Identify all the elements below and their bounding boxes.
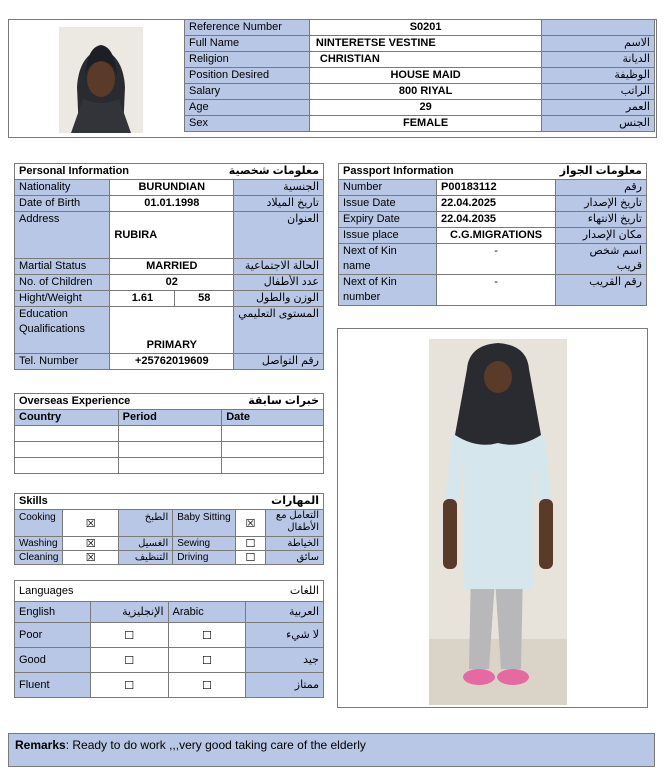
hw-ar: الوزن والطول — [234, 291, 324, 307]
kin-number-label — [339, 275, 437, 306]
address-ar: العنوان — [234, 212, 324, 259]
lang-poor-ar: لا شيء — [246, 623, 324, 648]
kin-name-label-1: Next of Kin — [343, 245, 397, 257]
kin-name-value: - — [437, 244, 556, 275]
skill-babysitting-label: Baby Sitting — [173, 510, 235, 537]
skill-babysitting-checkbox[interactable]: ☒ — [235, 510, 266, 537]
ref-value: S0201 — [309, 20, 541, 36]
personal-title-ar: معلومات شخصية — [175, 164, 324, 180]
age-ar: العمر — [542, 100, 655, 116]
overseas-title: Overseas Experience — [15, 394, 222, 410]
personal-title: Personal Information — [15, 164, 175, 180]
lang-fluent-english-checkbox[interactable]: ☐ — [90, 673, 168, 698]
fullname-ar: الاسم — [542, 36, 655, 52]
religion-ar: الديانة — [542, 52, 655, 68]
position-label: Position Desired — [185, 68, 310, 84]
address-value: RUBIRA — [110, 212, 234, 259]
lang-good-label: Good — [15, 648, 91, 673]
languages-title: Languages — [15, 581, 169, 602]
education-label-1: Education — [19, 308, 68, 320]
issue-date-label: Issue Date — [339, 196, 437, 212]
education-label-2: Qualifications — [19, 323, 86, 335]
skill-sewing-ar: الخياطة — [266, 537, 324, 551]
kin-name-ar — [556, 244, 647, 275]
lang-good-ar: جيد — [246, 648, 324, 673]
passport-number-ar: رقم — [556, 180, 647, 196]
salary-label: Salary — [185, 84, 310, 100]
remarks-label: Remarks — [15, 738, 66, 752]
remarks-box — [8, 733, 655, 767]
passport-title: Passport Information — [339, 164, 556, 180]
skill-babysitting-ar-1: التعامل مع — [275, 510, 319, 521]
lang-fluent-ar: ممتاز — [246, 673, 324, 698]
lang-fluent-arabic-checkbox[interactable]: ☐ — [168, 673, 246, 698]
skill-cleaning-checkbox[interactable]: ☒ — [63, 551, 118, 565]
lang-english-label: English — [15, 602, 91, 623]
children-label: No. of Children — [15, 275, 110, 291]
address-label: Address — [15, 212, 110, 259]
overseas-cell — [15, 426, 119, 442]
remarks-text: : Ready to do work ,,,very good taking care of the elderly — [65, 738, 366, 752]
skill-driving-ar: سائق — [266, 551, 324, 565]
nationality-label: Nationality — [15, 180, 110, 196]
overseas-cell — [15, 442, 119, 458]
hw-label: Hight/Weight — [15, 291, 110, 307]
weight-value: 58 — [175, 291, 234, 307]
ref-label: Reference Number — [185, 20, 310, 36]
expiry-date-value: 22.04.2035 — [437, 212, 556, 228]
skills-table — [14, 493, 324, 565]
kin-number-label-1: Next of Kin — [343, 276, 397, 288]
religion-label: Religion — [185, 52, 310, 68]
sex-label: Sex — [185, 116, 310, 132]
overseas-title-ar: خبرات سابقة — [222, 394, 324, 410]
issue-place-value: C.G.MIGRATIONS — [437, 228, 556, 244]
overseas-header-date: Date — [222, 410, 324, 426]
skill-driving-checkbox[interactable]: ☐ — [235, 551, 266, 565]
fullname-label: Full Name — [185, 36, 310, 52]
salary-ar: الراتب — [542, 84, 655, 100]
position-value: HOUSE MAID — [309, 68, 541, 84]
kin-number-value: - — [437, 275, 556, 306]
kin-number-ar: رقم القريب — [556, 275, 647, 306]
issue-date-ar: تاريخ الإصدار — [556, 196, 647, 212]
education-ar: المستوى التعليمي — [234, 307, 324, 354]
kin-name-label — [339, 244, 437, 275]
skill-babysitting-ar-2: الأطفال — [287, 522, 319, 533]
kin-name-ar-2: قريب — [616, 260, 642, 272]
overseas-cell — [222, 458, 324, 474]
position-ar: الوظيفة — [542, 68, 655, 84]
expiry-date-ar: تاريخ الانتهاء — [556, 212, 647, 228]
overseas-cell — [222, 426, 324, 442]
age-label: Age — [185, 100, 310, 116]
skill-cleaning-ar: التنظيف — [118, 551, 172, 565]
overseas-cell — [222, 442, 324, 458]
skills-title-ar: المهارات — [173, 494, 324, 510]
nationality-ar: الجنسية — [234, 180, 324, 196]
age-value: 29 — [309, 100, 541, 116]
education-label — [15, 307, 110, 354]
skills-title: Skills — [15, 494, 173, 510]
sex-ar: الجنس — [542, 116, 655, 132]
fullname-value: NINTERETSE VESTINE — [309, 36, 541, 52]
languages-title-ar: اللغات — [168, 581, 323, 602]
skill-babysitting-ar — [266, 510, 324, 537]
portrait-photo — [59, 27, 143, 133]
children-ar: عدد الأطفال — [234, 275, 324, 291]
skill-sewing-label: Sewing — [173, 537, 235, 551]
issue-place-ar: مكان الإصدار — [556, 228, 647, 244]
nationality-value: BURUNDIAN — [110, 180, 234, 196]
overseas-header-period: Period — [118, 410, 222, 426]
ref-ar — [542, 20, 655, 36]
full-body-photo-frame — [337, 328, 648, 708]
overseas-table — [14, 393, 324, 474]
skill-washing-label: Washing — [15, 537, 63, 551]
skill-cooking-label: Cooking — [15, 510, 63, 537]
lang-good-arabic-checkbox[interactable]: ☐ — [168, 648, 246, 673]
dob-value: 01.01.1998 — [110, 196, 234, 212]
tel-value: +25762019609 — [110, 354, 234, 370]
lang-good-english-checkbox[interactable]: ☐ — [90, 648, 168, 673]
sex-value: FEMALE — [309, 116, 541, 132]
passport-number-value: P00183112 — [437, 180, 556, 196]
overseas-cell — [118, 442, 222, 458]
lang-poor-label: Poor — [15, 623, 91, 648]
tel-label: Tel. Number — [15, 354, 110, 370]
overseas-cell — [118, 426, 222, 442]
passport-info-table — [338, 163, 647, 306]
overseas-cell — [118, 458, 222, 474]
skill-cooking-ar: الطبخ — [118, 510, 172, 537]
religion-value: CHRISTIAN — [309, 52, 541, 68]
kin-number-label-2: number — [343, 291, 381, 303]
dob-ar: تاريخ الميلاد — [234, 196, 324, 212]
marital-label: Martial Status — [15, 259, 110, 275]
kin-name-label-2: name — [343, 260, 371, 272]
skill-cooking-checkbox[interactable]: ☒ — [63, 510, 118, 537]
personal-info-table — [14, 163, 324, 370]
salary-value: 800 RIYAL — [309, 84, 541, 100]
lang-english-ar: الإنجليزية — [90, 602, 168, 623]
skill-driving-label: Driving — [173, 551, 235, 565]
passport-number-label: Number — [339, 180, 437, 196]
lang-fluent-label: Fluent — [15, 673, 91, 698]
lang-poor-english-checkbox[interactable]: ☐ — [90, 623, 168, 648]
skill-washing-checkbox[interactable]: ☒ — [63, 537, 118, 551]
issue-place-label: Issue place — [339, 228, 437, 244]
passport-title-ar: معلومات الجواز — [556, 164, 647, 180]
lang-poor-arabic-checkbox[interactable]: ☐ — [168, 623, 246, 648]
skill-sewing-checkbox[interactable]: ☐ — [235, 537, 266, 551]
expiry-date-label: Expiry Date — [339, 212, 437, 228]
marital-value: MARRIED — [110, 259, 234, 275]
children-value: 02 — [110, 275, 234, 291]
top-info-table — [184, 19, 655, 132]
education-value: PRIMARY — [110, 307, 234, 354]
skill-cleaning-label: Cleaning — [15, 551, 63, 565]
skill-washing-ar: الغسيل — [118, 537, 172, 551]
height-value: 1.61 — [110, 291, 175, 307]
languages-table — [14, 580, 324, 698]
lang-arabic-label: Arabic — [168, 602, 246, 623]
full-body-photo — [429, 339, 567, 705]
tel-ar: رقم التواصل — [234, 354, 324, 370]
dob-label: Date of Birth — [15, 196, 110, 212]
kin-name-ar-1: اسم شخص — [589, 245, 642, 257]
lang-arabic-ar: العربية — [246, 602, 324, 623]
overseas-cell — [15, 458, 119, 474]
marital-ar: الحالة الاجتماعية — [234, 259, 324, 275]
overseas-header-country: Country — [15, 410, 119, 426]
issue-date-value: 22.04.2025 — [437, 196, 556, 212]
